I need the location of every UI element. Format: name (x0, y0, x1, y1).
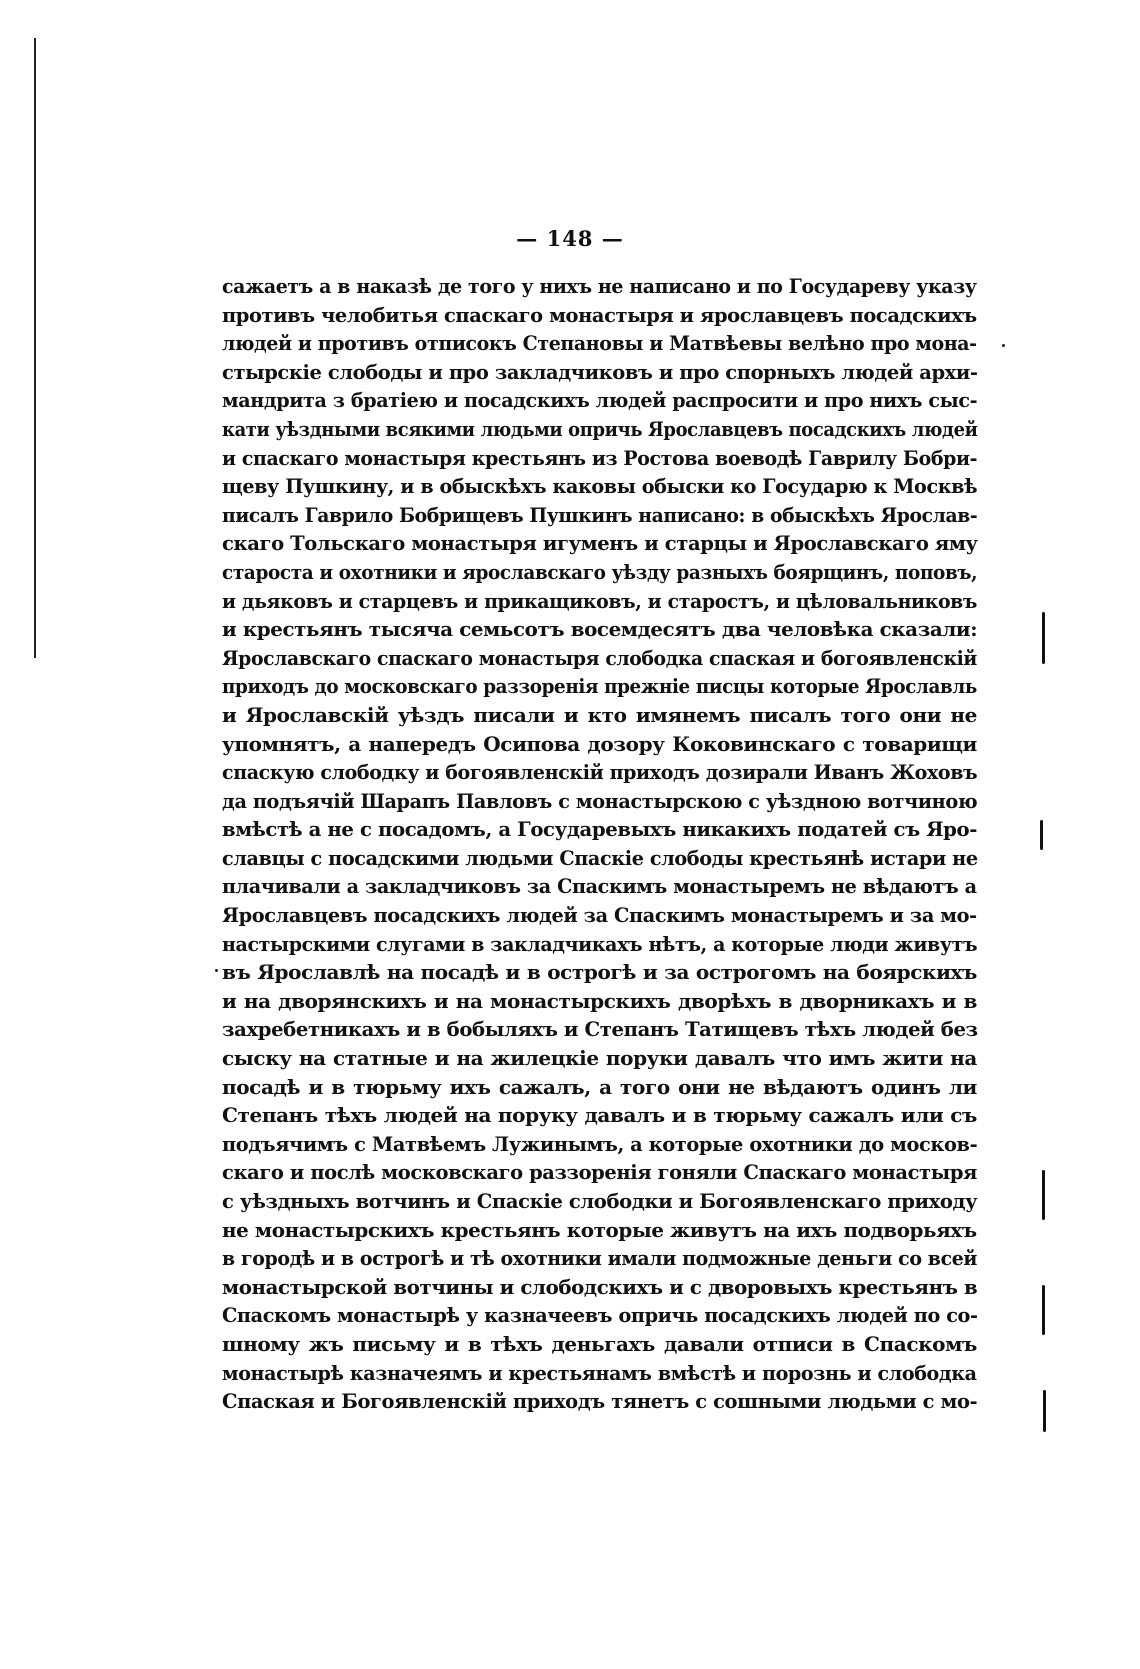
text-line: и на дворянскихъ и на монастырскихъ дворѣхъ в дворникахъ и в (222, 988, 977, 1013)
text-line: в городѣ и в острогѣ и тѣ охотники имали подможные деньги со всей (222, 1246, 978, 1271)
text-line: староста и охотники и ярославскаго уѣзду разныхъ боярщинъ, поповъ, (222, 559, 978, 584)
right-edge-mark (1042, 1170, 1045, 1220)
text-line: шному жъ письму и в тѣхъ деньгахъ давали отписи в Спаскомъ (222, 1331, 977, 1356)
right-edge-mark (1040, 820, 1043, 850)
ink-speck (1002, 344, 1005, 347)
text-line: и Ярославскій уѣздъ писали и кто имянемъ писалъ того они не (222, 702, 977, 727)
text-line: щеву Пушкину, и в обыскѣхъ каковы обыски ко Государю к Москвѣ (222, 474, 978, 499)
text-line: въ Ярославлѣ на посадѣ и в острогѣ и за острогомъ на боярскихъ (222, 960, 977, 985)
text-line: подъячимъ с Матвѣемъ Лужинымъ, а которые охотники до москов- (222, 1131, 978, 1156)
text-line: Ярославскаго спаскаго монастыря слободка спаская и богоявленскій (222, 645, 977, 670)
text-line: Степанъ тѣхъ людей на поруку давалъ и в тюрьму сажалъ или съ (222, 1103, 977, 1128)
text-line: с уѣздныхъ вотчинъ и Спаскіе слободки и Богоявленскаго приходу (222, 1189, 978, 1213)
text-line: противъ челобитья спаскаго монастыря и ярославцевъ посадскихъ (222, 302, 977, 327)
text-line: Спаская и Богоявленскій приходъ тянетъ с сошными людьми с мо- (222, 1389, 978, 1414)
text-line: Ярославцевъ посадскихъ людей за Спаскимъ монастыремъ и за мо- (222, 903, 977, 928)
text-line: да подъячій Шарапъ Павловъ с монастырскою с уѣздною вотчиною (222, 788, 978, 813)
right-edge-mark (1043, 1390, 1046, 1432)
text-line: писалъ Гаврило Бобрищевъ Пушкинъ написано: в обыскѣхъ Ярослав- (222, 502, 978, 527)
body-text (222, 272, 977, 1416)
left-margin-rule (34, 38, 36, 658)
text-line: сыску на статные и на жилецкіе поруки давалъ что имъ жити на (222, 1046, 977, 1071)
ink-speck (215, 969, 218, 972)
text-line: славцы с посадскими людьми Спаскіе слободы крестьянѣ истари не (222, 845, 978, 870)
text-line: и крестьянъ тысяча семьсотъ восемдесятъ два человѣка сказали: (222, 617, 978, 642)
text-line: Спаскомъ монастырѣ у казначеевъ опричь посадскихъ людей по со- (222, 1303, 978, 1328)
text-line: приходъ до московскаго раззоренія прежніе писцы которые Ярославль (222, 674, 977, 699)
text-line: скаго Тольскаго монастыря игуменъ и старцы и Ярославскаго яму (222, 531, 978, 556)
right-edge-mark (1042, 612, 1045, 664)
text-line: мандрита з братіею и посадскихъ людей распросити и про нихъ сыс- (222, 388, 978, 413)
page-number: — 148 — (516, 226, 624, 251)
text-line: стырскіе слободы и про закладчиковъ и про спорныхъ людей архи- (222, 359, 978, 384)
text-line: и спаскаго монастыря крестьянъ из Ростова воеводѣ Гаврилу Бобри- (222, 445, 978, 470)
text-line: и дьяковъ и старцевъ и прикащиковъ, и старостъ, и цѣловальниковъ (222, 588, 978, 613)
text-line: настырскими слугами в закладчикахъ нѣтъ, а которые люди живутъ (222, 931, 978, 956)
text-line: не монастырскихъ крестьянъ которые живутъ на ихъ подворьяхъ (222, 1217, 977, 1242)
text-line: скаго и послѣ московскаго раззоренія гоняли Спаскаго монастыря (222, 1160, 978, 1185)
text-line: монастырской вотчины и слободскихъ и с дворовыхъ крестьянъ в (222, 1274, 978, 1299)
text-line: сажаетъ а в наказѣ де того у нихъ не написано и по Государеву указу (222, 274, 977, 298)
text-line: монастырѣ казначеямъ и крестьянамъ вмѣстѣ и порознь и слободка (222, 1360, 977, 1385)
text-line: упомнятъ, а напередъ Осипова дозору Коковинскаго с товарищи (222, 731, 977, 756)
text-line: посадѣ и в тюрьму ихъ сажалъ, а того они не вѣдаютъ одинъ ли (222, 1074, 977, 1099)
text-line: кати уѣздными всякими людьми опричь Ярославцевъ посадскихъ людей (222, 416, 978, 441)
text-line: вмѣстѣ а не с посадомъ, а Государевыхъ никакихъ податей съ Яро- (222, 817, 978, 842)
text-line: людей и противъ отписокъ Степановы и Матвѣевы велѣно про мона- (222, 331, 977, 356)
text-line: плачивали а закладчиковъ за Спаскимъ монастыремъ не вѣдаютъ а (222, 874, 977, 899)
text-line: спаскую слободку и богоявленскій приходъ дозирали Иванъ Жоховъ (222, 760, 978, 785)
text-line: захребетникахъ и в бобыляхъ и Степанъ Татищевъ тѣхъ людей без (222, 1017, 978, 1042)
right-edge-mark (1042, 1285, 1045, 1335)
